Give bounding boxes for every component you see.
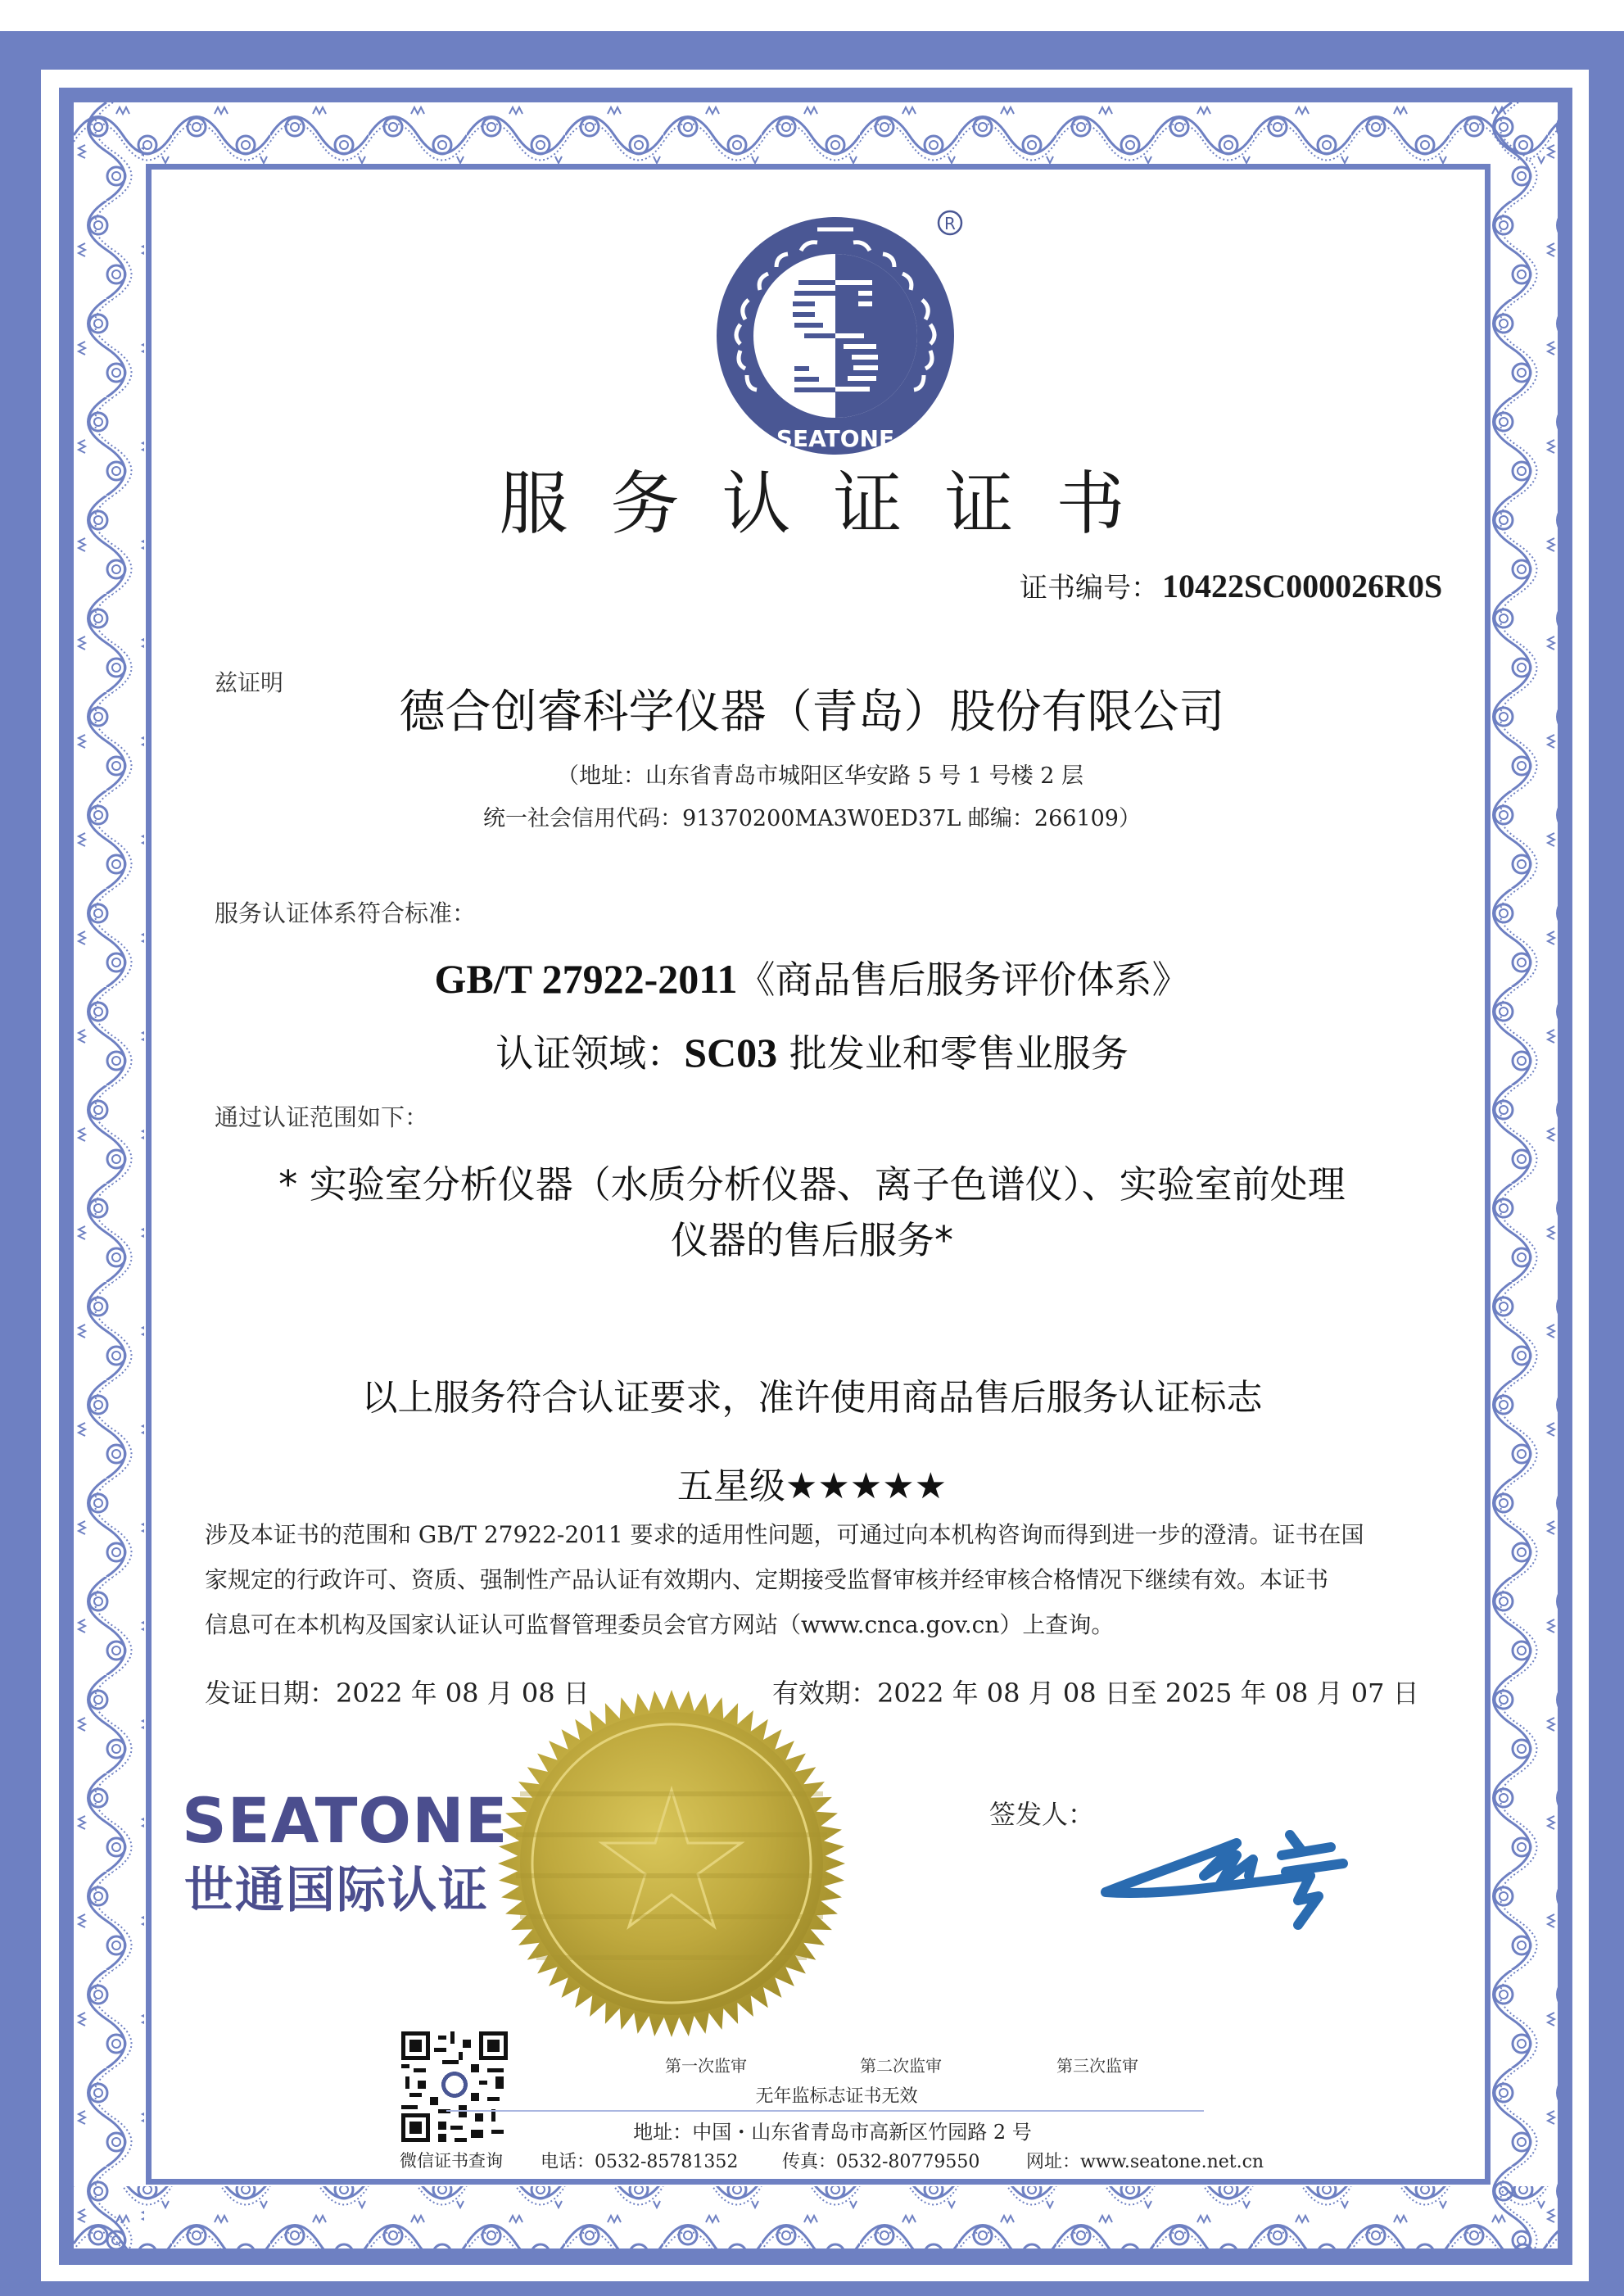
company-address: （地址：山东省青岛市城阳区华安路 5 号 1 号楼 2 层 bbox=[556, 763, 1084, 789]
scope-label: 通过认证范围如下： bbox=[215, 1103, 429, 1131]
note-line-3: 信息可在本机构及国家认证认可监督管理委员会官方网站（www.cnca.gov.cn）上查询。 bbox=[205, 1611, 1115, 1638]
standard-name: 《商品售后服务评价体系》 bbox=[737, 958, 1190, 1002]
certificate-number-label: 证书编号： bbox=[1020, 572, 1159, 605]
hereby-certify-label: 兹证明 bbox=[215, 669, 284, 696]
certificate-number-value: 10422SC000026R0S bbox=[1162, 568, 1443, 605]
svg-text:SEATONE: SEATONE bbox=[776, 425, 895, 452]
certification-field bbox=[0, 1024, 1624, 1078]
approval-statement: 以上服务符合认证要求，准许使用商品售后服务认证标志 bbox=[361, 1377, 1263, 1419]
issue-date: 发证日期：2022 年 08 月 08 日 bbox=[205, 1678, 590, 1709]
note-line-1: 涉及本证书的范围和 GB/T 27922-2011 要求的适用性问题，可通过向本机构咨询而得到进一步的澄清。证书在国 bbox=[205, 1521, 1364, 1548]
field-label: 认证领域： bbox=[495, 1031, 685, 1076]
seatone-logo-icon bbox=[712, 205, 966, 459]
no-annual-mark-notice: 无年监标志证书无效 bbox=[755, 2086, 918, 2107]
issuer-phone: 电话：0532-85781352 bbox=[541, 2152, 739, 2172]
note-line-2: 家规定的行政许可、资质、强制性产品认证有效期内、定期接受监督审核并经审核合格情况下继续有效。本证书 bbox=[205, 1566, 1329, 1593]
signer-label: 签发人： bbox=[989, 1799, 1095, 1830]
validity-period: 有效期：2022 年 08 月 08 日至 2025 年 08 月 07 日 bbox=[772, 1678, 1419, 1709]
company-name: 德合创睿科学仪器（青岛）股份有限公司 bbox=[399, 686, 1225, 739]
field-name: 批发业和零售业服务 bbox=[777, 1031, 1129, 1076]
footer-divider bbox=[446, 2110, 1204, 2112]
qr-code-label: 微信证书查询 bbox=[400, 2151, 503, 2171]
brand-english: SEATONE bbox=[182, 1784, 509, 1857]
issuer-fax: 传真：0532-80779550 bbox=[782, 2152, 980, 2172]
audit-2-label: 第二次监审 bbox=[860, 2056, 942, 2076]
brand-chinese: 世通国际认证 bbox=[184, 1862, 489, 1919]
audit-3-label: 第三次监审 bbox=[1056, 2056, 1138, 2076]
certificate-number bbox=[1020, 565, 1442, 605]
gold-seal-icon bbox=[495, 1687, 848, 2040]
issuer-website[interactable]: 网址：www.seatone.net.cn bbox=[1026, 2152, 1264, 2172]
audit-1-label: 第一次监审 bbox=[665, 2056, 747, 2076]
signature-icon bbox=[1097, 1818, 1368, 1950]
svg-text:R: R bbox=[944, 214, 956, 233]
star-rating: 五星级★★★★★ bbox=[676, 1465, 948, 1507]
company-credit-code: 统一社会信用代码：91370200MA3W0ED37L 邮编：266109） bbox=[483, 806, 1141, 831]
field-code: SC03 bbox=[684, 1030, 778, 1076]
issuer-address: 地址：中国・山东省青岛市高新区竹园路 2 号 bbox=[633, 2121, 1032, 2144]
scope-line-2: 仪器的售后服务* bbox=[671, 1218, 953, 1262]
scope-line-1: * 实验室分析仪器（水质分析仪器、离子色谱仪）、实验室前处理 bbox=[278, 1162, 1346, 1207]
standard-line bbox=[0, 950, 1624, 1004]
certificate-title: 服务认证证书 bbox=[499, 464, 1168, 544]
standard-label: 服务认证体系符合标准： bbox=[215, 899, 477, 927]
standard-code: GB/T 27922-2011 bbox=[434, 956, 738, 1002]
